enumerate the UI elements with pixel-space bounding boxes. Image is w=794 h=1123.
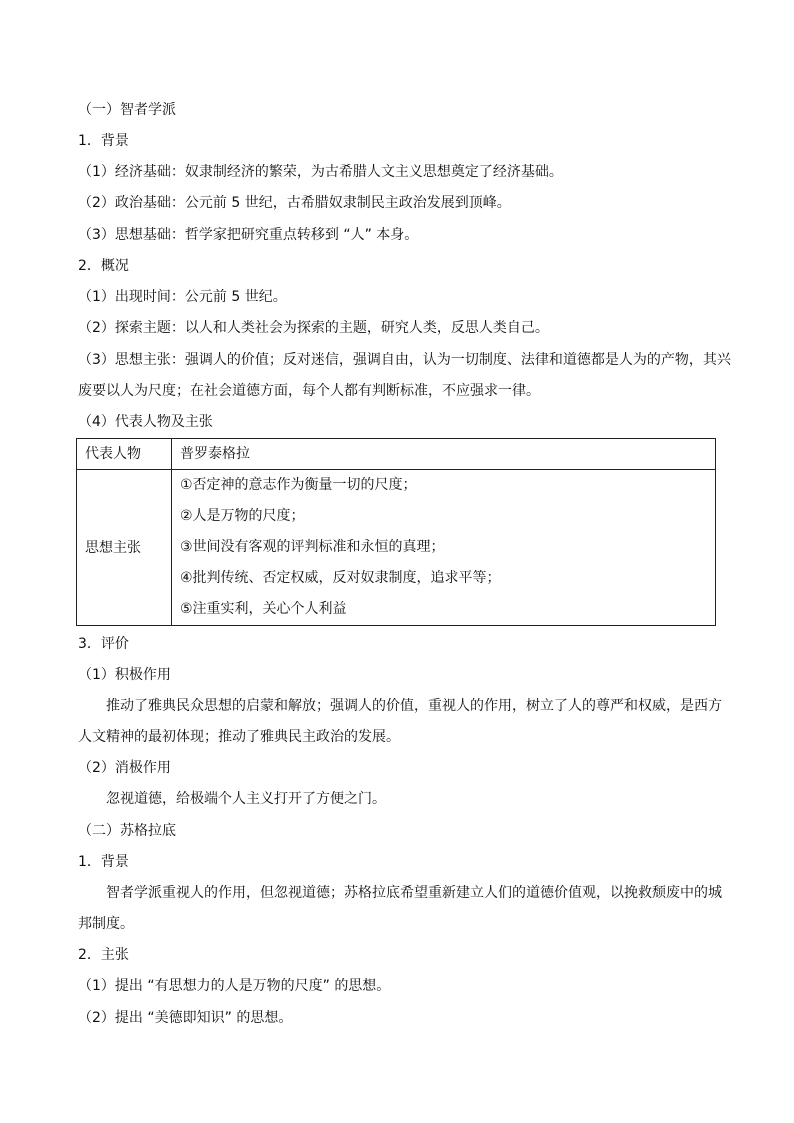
paragraph-negative-title: （2）消极作用 [78, 760, 171, 776]
subheading-overview: 2．概况 [78, 258, 129, 274]
section-heading-sophists: （一）智者学派 [78, 102, 176, 118]
list-item: ⑤注重实利，关心个人利益 [180, 601, 347, 617]
paragraph-positive-title: （1）积极作用 [78, 667, 171, 683]
paragraph-socrates-bg-line2: 邦制度。 [78, 916, 134, 932]
subheading-background: 1．背景 [78, 133, 129, 149]
table-row-label: 思想主张 [77, 470, 172, 626]
paragraph-claim-1: （1）提出 “有思想力的人是万物的尺度” 的思想。 [78, 978, 391, 994]
paragraph-political-basis: （2）政治基础：公元前 5 世纪，古希腊奴隶制民主政治发展到顶峰。 [78, 195, 511, 211]
table-header-cell: 普罗泰格拉 [172, 439, 716, 470]
list-item: ④批判传统、否定权威，反对奴隶制度，追求平等； [180, 570, 501, 586]
paragraph-socrates-bg-line1: 智者学派重视人的作用，但忽视道德；苏格拉底希望重新建立人们的道德价值观，以挽救颓废中的城 [106, 885, 722, 901]
table-row [77, 470, 716, 626]
subheading-socrates-background: 1．背景 [78, 854, 129, 870]
paragraph-claim-2: （2）提出 “美德即知识” 的思想。 [78, 1010, 293, 1026]
table-header-row [77, 439, 716, 470]
paragraph-theme: （2）探索主题：以人和人类社会为探索的主题，研究人类，反思人类自己。 [78, 320, 549, 336]
table-cell-claims [172, 470, 716, 626]
paragraph-representatives: （4）代表人物及主张 [78, 414, 213, 430]
paragraph-ideas-line2: 废要以人为尺度；在社会道德方面，每个人都有判断标准，不应强求一律。 [78, 383, 540, 399]
paragraph-ideological-basis: （3）思想基础：哲学家把研究重点转移到 “人” 本身。 [78, 227, 419, 243]
paragraph-positive-line1: 推动了雅典民众思想的启蒙和解放；强调人的价值，重视人的作用，树立了人的尊严和权威，是西方 [106, 698, 722, 714]
representatives-table [76, 438, 716, 626]
subheading-evaluation: 3．评价 [78, 636, 129, 652]
table-header-cell: 代表人物 [77, 439, 172, 470]
paragraph-negative-text: 忽视道德，给极端个人主义打开了方便之门。 [106, 791, 386, 807]
list-item: ①否定神的意志作为衡量一切的尺度； [180, 477, 417, 493]
paragraph-ideas-line1: （3）思想主张：强调人的价值；反对迷信，强调自由，认为一切制度、法律和道德都是人为的产物，其兴 [78, 352, 731, 368]
paragraph-positive-line2: 人文精神的最初体现；推动了雅典民主政治的发展。 [78, 729, 400, 745]
paragraph-economic-basis: （1）经济基础：奴隶制经济的繁荣，为古希腊人文主义思想奠定了经济基础。 [78, 164, 563, 180]
paragraph-time: （1）出现时间：公元前 5 世纪。 [78, 289, 287, 305]
subheading-claims: 2．主张 [78, 947, 129, 963]
list-item: ②人是万物的尺度； [180, 508, 305, 524]
list-item: ③世间没有客观的评判标准和永恒的真理； [180, 539, 445, 555]
section-heading-socrates: （二）苏格拉底 [78, 823, 176, 839]
